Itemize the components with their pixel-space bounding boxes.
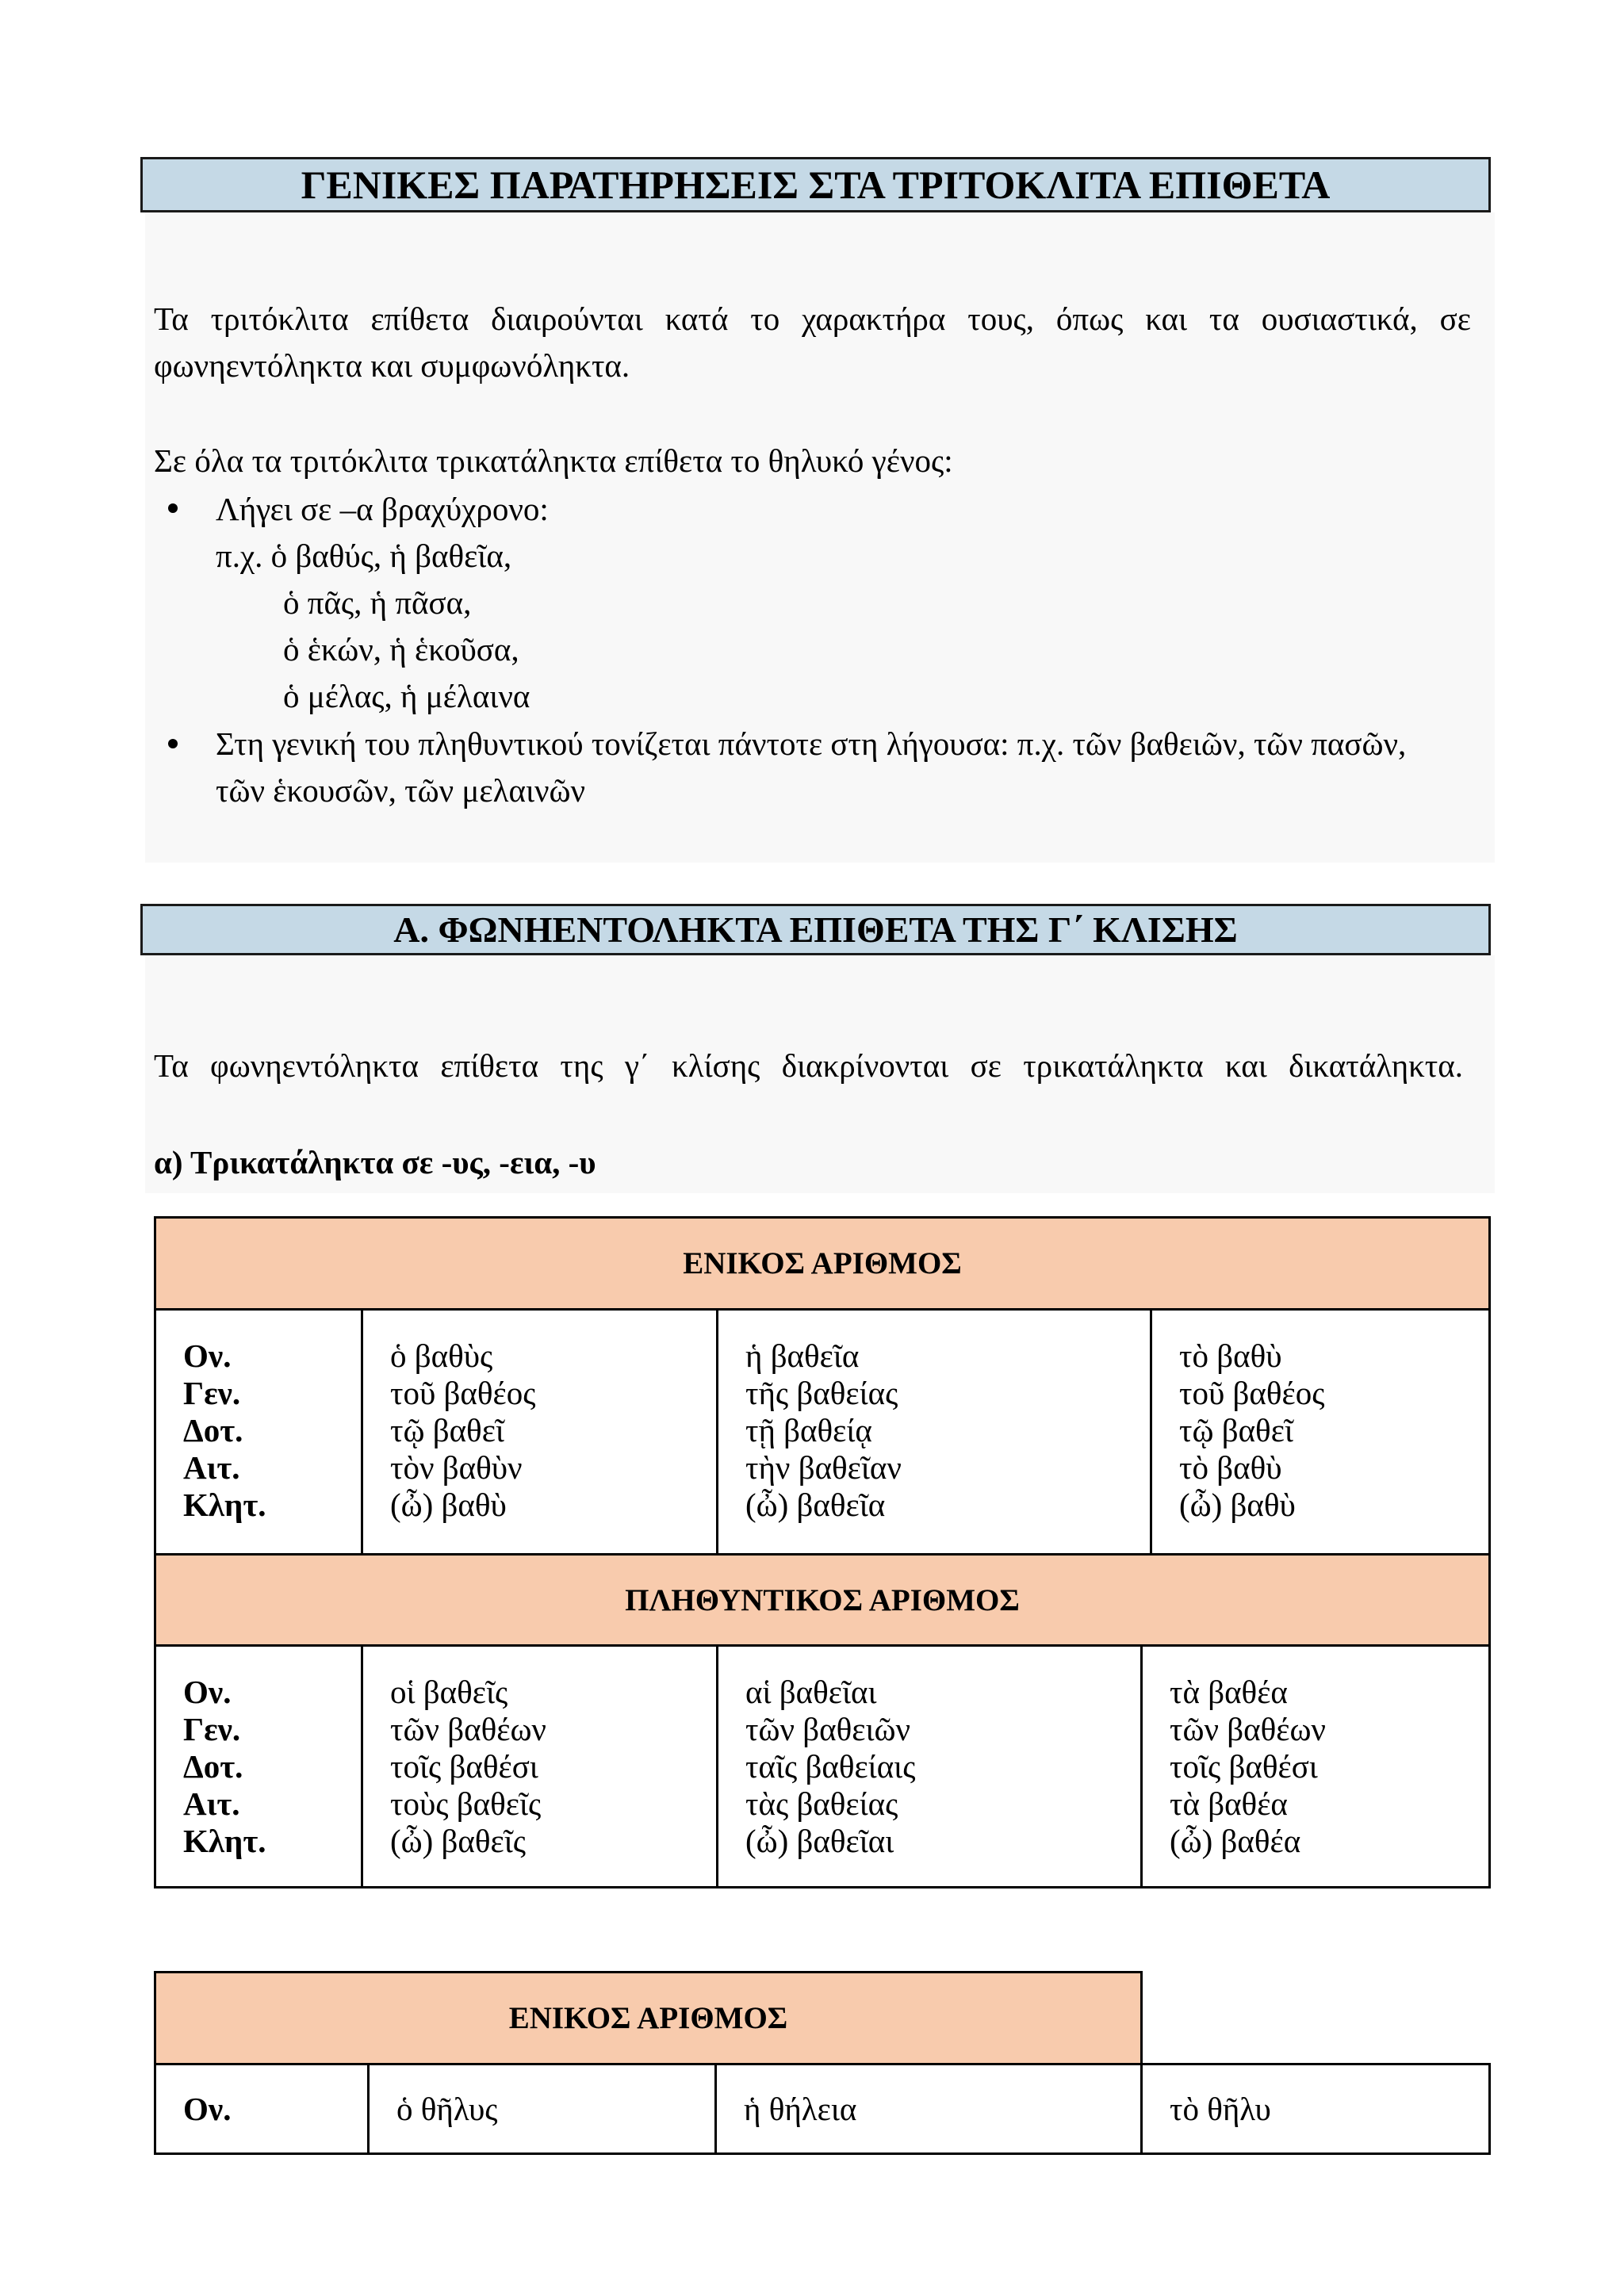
- form-cell: (ὦ) βαθεῖς: [390, 1823, 527, 1859]
- table-row-singular: [156, 1311, 1491, 1556]
- form-cell: τοὺς βαθεῖς: [390, 1785, 542, 1822]
- form-cell: τὴν βαθεῖαν: [745, 1449, 902, 1486]
- example-line: ὁ μέλας, ἡ μέλαινα: [283, 678, 530, 714]
- form-cell-feminine: ἡ θήλεια: [717, 2065, 1143, 2152]
- form-cell: τῶν βαθειῶν: [745, 1711, 911, 1747]
- section-a-intro: Τα φωνηεντόληκτα επίθετα της γ΄ κλίσης διακρίνονται σε τρικατάληκτα και δικατάληκτα.: [154, 1047, 1463, 1084]
- case-label: Ον.: [183, 1337, 232, 1374]
- form-cell: τῷ βαθεῖ: [390, 1412, 504, 1448]
- case-label: Κλητ.: [183, 1487, 266, 1523]
- table-row-plural: [156, 1647, 1491, 1888]
- form-cell: ὁ βαθὺς: [390, 1337, 493, 1374]
- case-label: Γεν.: [183, 1711, 241, 1747]
- form-cell: τοῦ βαθέος: [390, 1375, 536, 1411]
- form-cell: (ὦ) βαθὺ: [1179, 1487, 1296, 1523]
- declension-table-vathys: [154, 1216, 1491, 1888]
- plural-header: ΠΛΗΘΥΝΤΙΚΟΣ ΑΡΙΘΜΟΣ: [156, 1556, 1491, 1644]
- section-general-title-text: ΓΕΝΙΚΕΣ ΠΑΡΑΤΗΡΗΣΕΙΣ ΣΤΑ ΤΡΙΤΟΚΛΙΤΑ ΕΠΙΘΕΤΑ: [301, 163, 1331, 207]
- form-cell: (ὦ) βαθέα: [1170, 1823, 1301, 1859]
- form-cell: τῇ βαθείᾳ: [745, 1412, 872, 1448]
- feminine-column: [718, 1647, 1143, 1886]
- form-cell: ἡ βαθεῖα: [745, 1337, 860, 1374]
- declension-table-thelys: [154, 1971, 1491, 2155]
- case-labels-column: [156, 1311, 363, 1553]
- neuter-column: [1152, 1311, 1491, 1553]
- case-label: Γεν.: [183, 1375, 241, 1411]
- form-cell-neuter: τὸ θῆλυ: [1170, 2091, 1271, 2127]
- form-cell: (ὦ) βαθὺ: [390, 1487, 507, 1523]
- case-label: Αιτ.: [183, 1449, 240, 1486]
- case-label: Ον.: [156, 2065, 370, 2152]
- form-cell: τῶν βαθέων: [390, 1711, 546, 1747]
- form-cell: τὸ βαθὺ: [1179, 1449, 1282, 1486]
- bullet-item-2: Στη γενική του πληθυντικού τονίζεται πάντοτε στη λήγουσα: π.χ. τῶν βαθειῶν, τῶν πασῶν, τῶν ἑκουσῶν, τῶν μελαινῶν: [216, 725, 1407, 809]
- form-cell: οἱ βαθεῖς: [390, 1674, 508, 1710]
- form-cell: (ὦ) βαθεῖα: [745, 1487, 886, 1523]
- case-labels-column: [156, 1647, 363, 1886]
- form-cell: (ὦ) βαθεῖαι: [745, 1823, 894, 1859]
- form-cell: τὸ βαθὺ: [1179, 1337, 1282, 1374]
- form-cell: τοῦ βαθέος: [1179, 1375, 1325, 1411]
- case-label: Δοτ.: [183, 1412, 243, 1448]
- neuter-column: [1143, 1647, 1491, 1886]
- form-cell: τὰ βαθέα: [1170, 1674, 1288, 1710]
- section-a-subheading: α) Τρικατάληκτα σε -υς, -εια, -υ: [154, 1144, 596, 1181]
- table-header-row: [156, 1556, 1491, 1647]
- singular-header: ΕΝΙΚΟΣ ΑΡΙΘΜΟΣ: [156, 1219, 1491, 1308]
- form-cell: αἱ βαθεῖαι: [745, 1674, 877, 1710]
- form-cell: ταῖς βαθείαις: [745, 1748, 916, 1785]
- form-cell: τοῖς βαθέσι: [1170, 1748, 1318, 1785]
- form-cell: τὸν βαθὺν: [390, 1449, 523, 1486]
- case-label: Αιτ.: [183, 1785, 240, 1822]
- masculine-column: [363, 1647, 718, 1886]
- feminine-column: [718, 1311, 1152, 1553]
- bullet-item-1: Λήγει σε –α βραχύχρονο:: [216, 491, 549, 527]
- form-cell: τοῖς βαθέσι: [390, 1748, 538, 1785]
- table-header-row: [156, 1219, 1491, 1311]
- form-cell: τὰ βαθέα: [1170, 1785, 1288, 1822]
- example-line: π.χ. ὁ βαθύς, ἡ βαθεῖα,: [216, 538, 512, 574]
- example-line: ὁ ἑκών, ἡ ἑκοῦσα,: [283, 631, 519, 668]
- form-cell: τῶν βαθέων: [1170, 1711, 1326, 1747]
- masculine-column: [363, 1311, 718, 1553]
- section-general-lead: Σε όλα τα τριτόκλιτα τρικατάληκτα επίθετα το θηλυκό γένος:: [154, 442, 953, 479]
- example-line: ὁ πᾶς, ἡ πᾶσα,: [283, 584, 472, 621]
- form-cell-masculine: ὁ θῆλυς: [370, 2065, 717, 2152]
- section-general-intro: Τα τριτόκλιτα επίθετα διαιρούνται κατά το χαρακτήρα τους, όπως και τα ουσιαστικά, σε φωνηεντόληκτα και συμφωνόληκτα.: [154, 300, 1471, 384]
- form-cell: τὰς βαθείας: [745, 1785, 898, 1822]
- section-general-title: [140, 157, 1491, 212]
- singular-header: ΕΝΙΚΟΣ ΑΡΙΘΜΟΣ: [154, 1971, 1143, 2063]
- section-a-title: [140, 904, 1491, 955]
- form-cell: τῆς βαθείας: [745, 1375, 898, 1411]
- table-row: [154, 2063, 1491, 2155]
- case-label: Κλητ.: [183, 1823, 266, 1859]
- bullet-marker: [168, 503, 178, 513]
- case-label: Ον.: [183, 1674, 232, 1710]
- bullet-marker: [168, 739, 178, 748]
- form-cell: τῷ βαθεῖ: [1179, 1412, 1293, 1448]
- section-a-title-text: Α. ΦΩΝΗΕΝΤΟΛΗΚΤΑ ΕΠΙΘΕΤΑ ΤΗΣ Γ΄ ΚΛΙΣΗΣ: [393, 909, 1238, 950]
- case-label: Δοτ.: [183, 1748, 243, 1785]
